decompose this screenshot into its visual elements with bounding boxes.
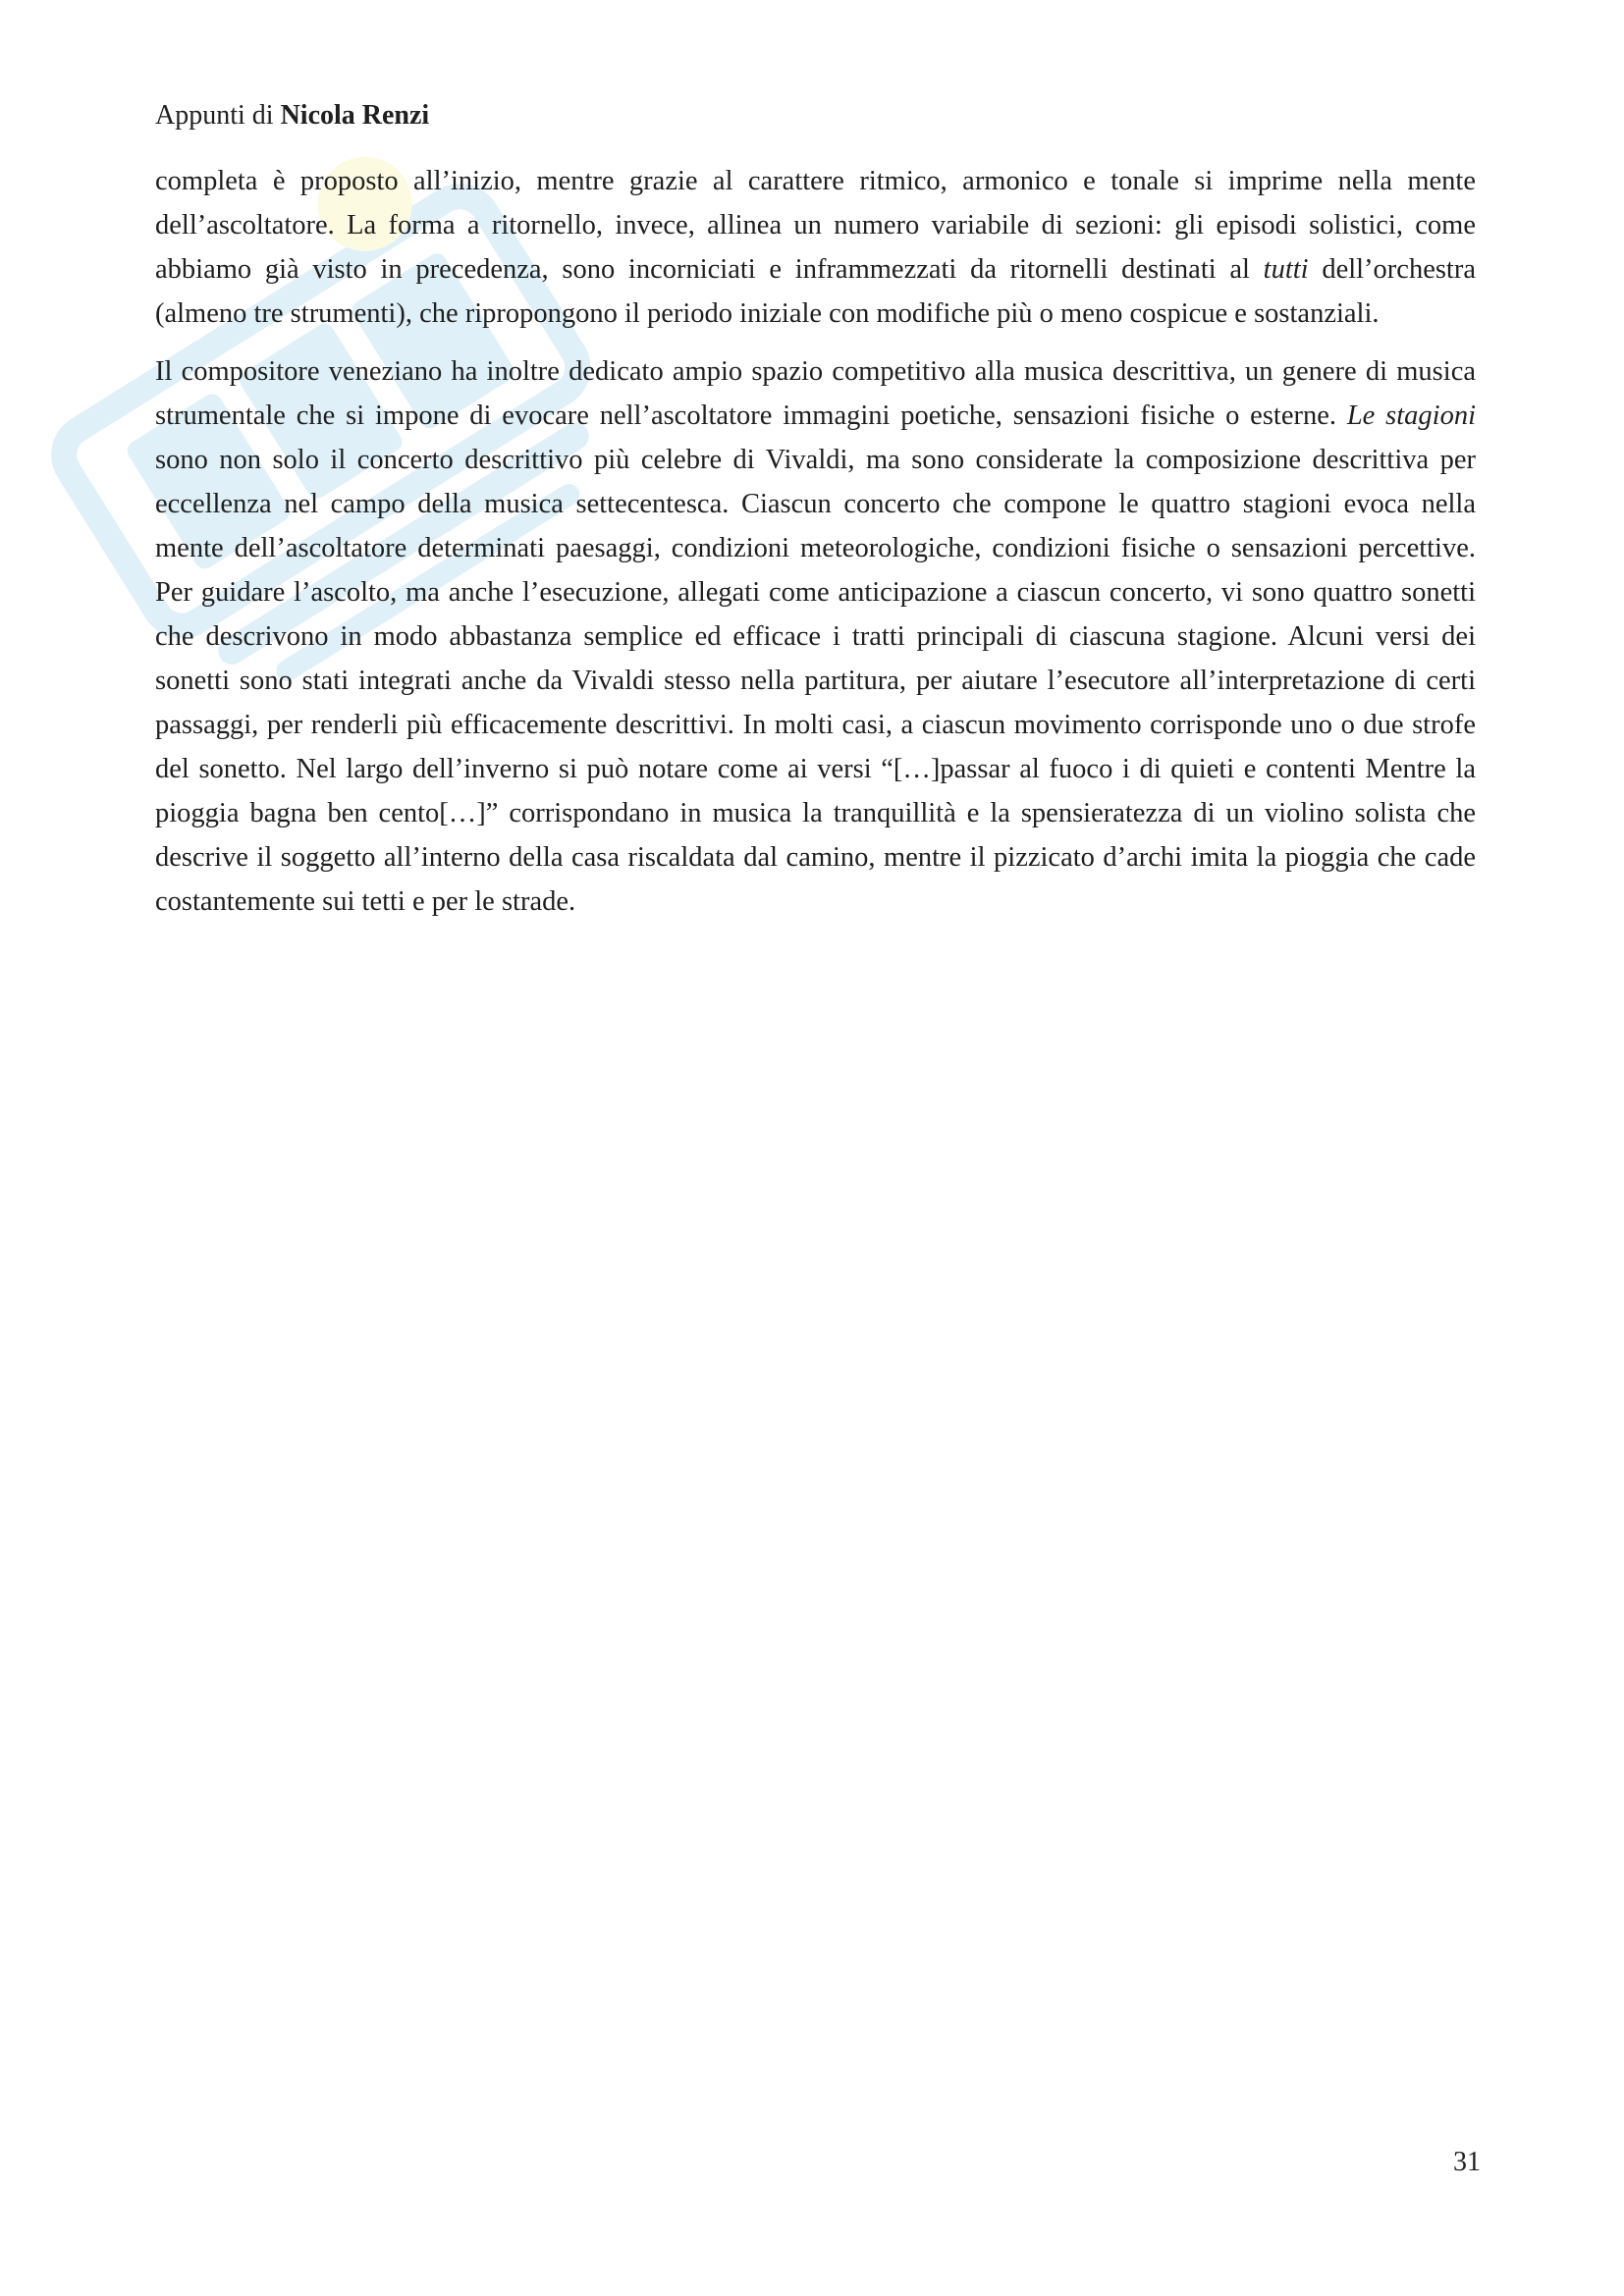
paragraph: [155, 349, 1476, 924]
paragraph: [155, 159, 1476, 336]
paragraph-text: sono non solo il concerto descrittivo più celebre di Vivaldi, ma sono considerate la composizione descrittiva per eccellenza nel campo della musica settecentesca. Ciascun concerto che compone le quattro stagioni evoca nella mente dell’ascoltatore determinati paesaggi, condizioni meteorologiche, condizioni fisiche o sensazioni percettive. Per guidare l’ascolto, ma anche l’esecuzione, allegati come anticipazione a ciascun concerto, vi sono quattro sonetti che descrivono in modo abbastanza semplice ed efficace i tratti principali di ciascuna stagione. Alcuni versi dei sonetti sono stati integrati anche da Vivaldi stesso nella partitura, per aiutare l’esecutore all’interpretazione di certi passaggi, per renderli più efficacemente descrittivi. In molti casi, a ciascun movimento corrisponde uno o due strofe del sonetto. Nel largo dell’inverno si può notare come ai versi “[…]passar al fuoco i di quieti e contenti Mentre la pioggia bagna ben cento[…]” corrispondano in musica la tranquillità e la spensieratezza di un violino solista che descrive il soggetto all’interno della casa riscaldata dal camino, mentre il pizzicato d’archi imita la pioggia che cade costantemente sui tetti e per le strade.: [155, 445, 1476, 917]
italic-term: tutti: [1263, 254, 1309, 285]
header-prefix: Appunti di: [155, 100, 281, 131]
italic-title: Le stagioni: [1346, 400, 1476, 431]
paragraph-text: dell’orchestra (almeno tre strumenti), che ripropongono il periodo iniziale con modifiche più o meno cospicue e sostanziali.: [155, 254, 1476, 329]
body-text: [155, 159, 1476, 937]
paragraph-text: completa è proposto all’inizio, mentre grazie al carattere ritmico, armonico e tonale si imprime nella mente dell’ascoltatore. La forma a ritornello, invece, allinea un numero variabile di sezioni: gli episodi solistici, come abbiamo già visto in precedenza, sono incorniciati e inframmezzati da ritornelli destinati al: [155, 166, 1476, 285]
page-header: [155, 98, 429, 133]
header-author: Nicola Renzi: [280, 100, 430, 131]
page-number: 31: [1453, 2147, 1481, 2177]
paragraph-text: Il compositore veneziano ha inoltre dedicato ampio spazio competitivo alla musica descrittiva, un genere di musica strumentale che si impone di evocare nell’ascoltatore immagini poetiche, sensazioni fisiche o esterne.: [155, 356, 1476, 431]
